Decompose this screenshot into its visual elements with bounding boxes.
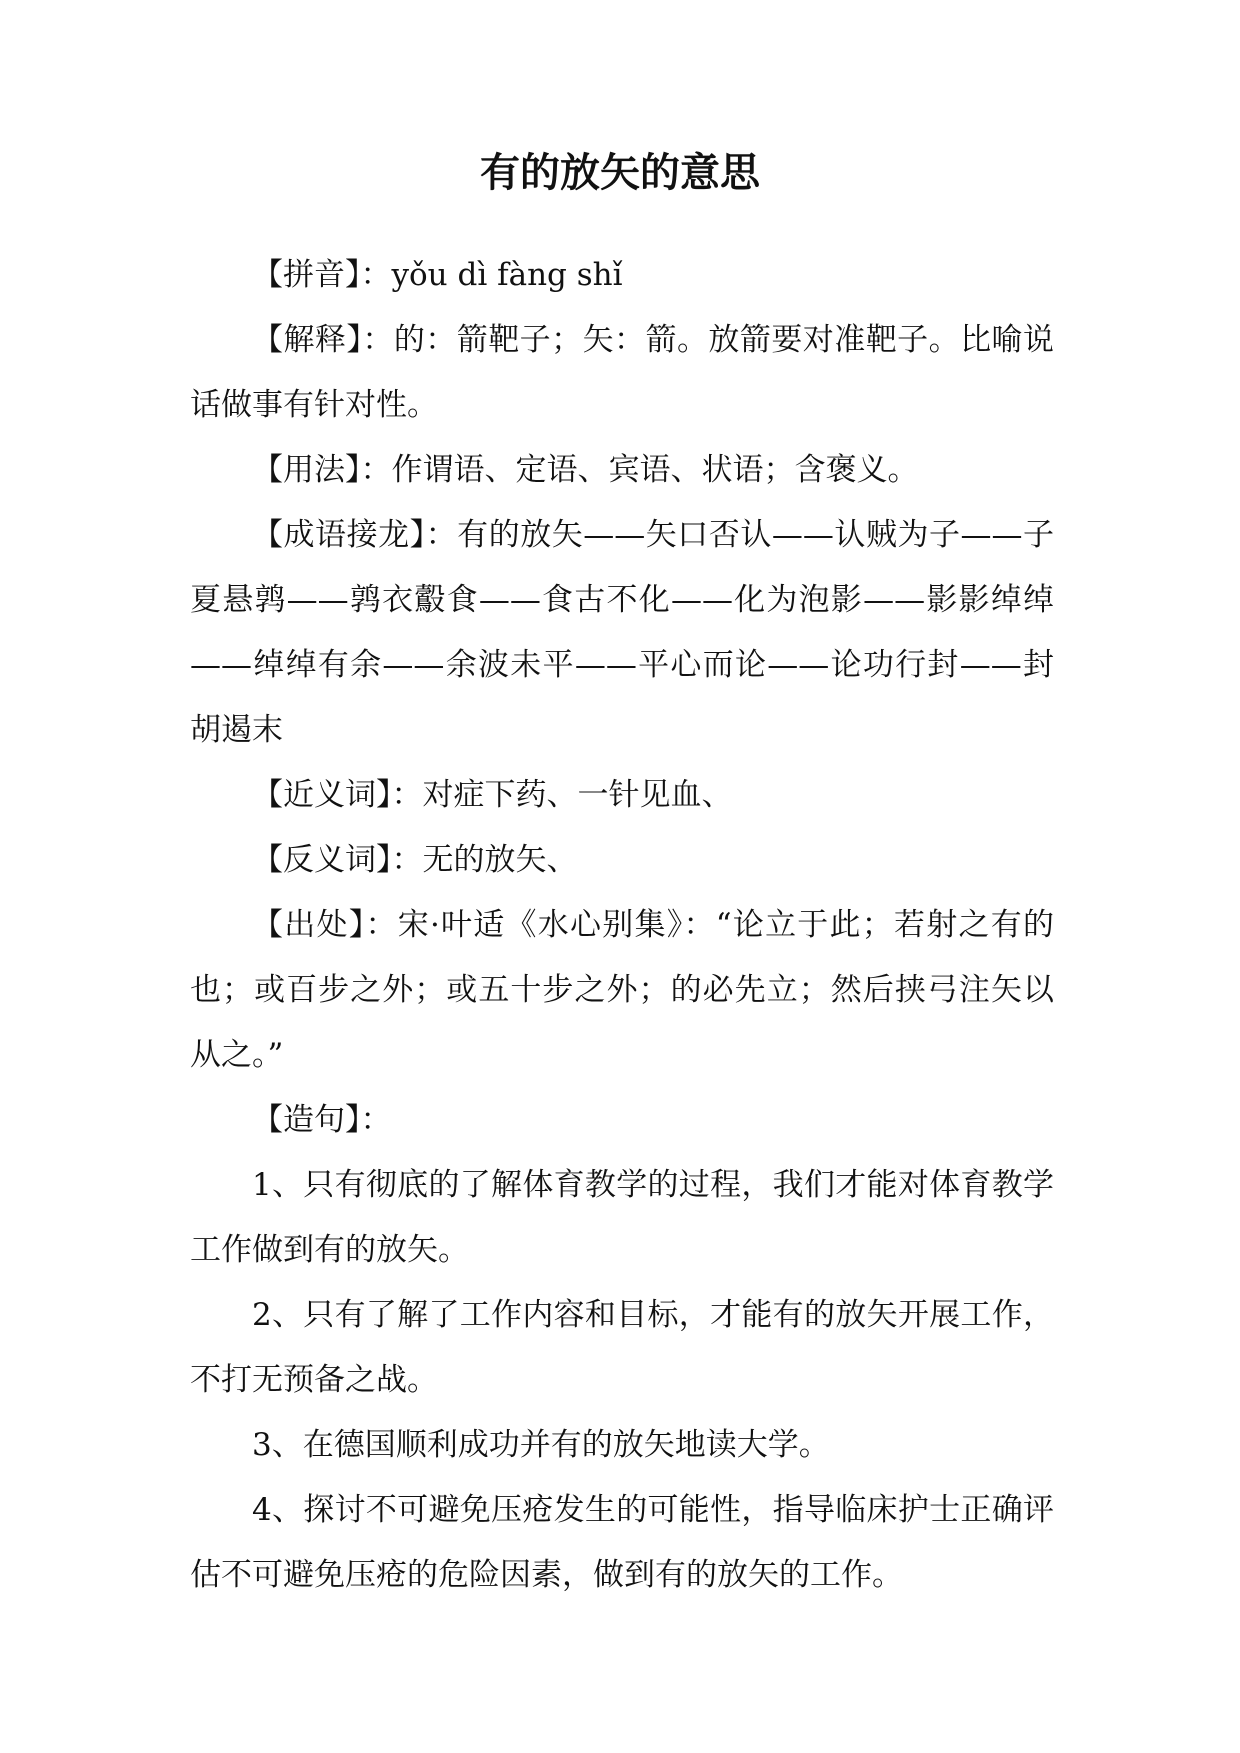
idiom-chain-entry bbox=[190, 503, 1054, 763]
synonyms-label: 【近义词】： bbox=[252, 777, 423, 813]
explanation-entry bbox=[190, 308, 1054, 438]
source-entry bbox=[190, 893, 1054, 1088]
antonyms-entry bbox=[190, 828, 1054, 893]
synonyms-entry bbox=[190, 763, 1054, 828]
example-sentence: 3、在德国顺利成功并有的放矢地读大学。 bbox=[252, 1427, 830, 1463]
pinyin-entry bbox=[190, 243, 1054, 308]
example-sentence: 1、只有彻底的了解体育教学的过程，我们才能对体育教学工作做到有的放矢。 bbox=[190, 1167, 1054, 1268]
example-sentence: 4、探讨不可避免压疮发生的可能性，指导临床护士正确评估不可避免压疮的危险因素，做到有的放矢的工作。 bbox=[190, 1492, 1054, 1593]
antonyms-text: 无的放矢、 bbox=[422, 842, 578, 878]
synonyms-text: 对症下药、一针见血、 bbox=[422, 777, 733, 813]
explanation-text: 的：箭靶子；矢：箭。放箭要对准靶子。比喻说话做事有针对性。 bbox=[190, 322, 1055, 423]
examples-entry bbox=[190, 1088, 1054, 1153]
pinyin-label: 【拼音】： bbox=[252, 257, 392, 293]
usage-entry bbox=[190, 438, 1054, 503]
idiom-chain-label: 【成语接龙】： bbox=[252, 517, 458, 553]
example-sentence: 2、只有了解了工作内容和目标，才能有的放矢开展工作，不打无预备之战。 bbox=[190, 1297, 1054, 1398]
source-label: 【出处】： bbox=[252, 907, 398, 943]
source-text: 宋·叶适《水心别集》：“论立于此；若射之有的也；或百步之外；或五十步之外；的必先立；然后挟弓注矢以从之。” bbox=[190, 907, 1055, 1073]
explanation-label: 【解释】： bbox=[252, 322, 394, 358]
usage-text: 作谓语、定语、宾语、状语；含褒义。 bbox=[391, 452, 919, 488]
pinyin-text: yǒu dì fàng shǐ bbox=[391, 257, 623, 293]
page-title: 有的放矢的意思 bbox=[480, 150, 760, 196]
document-body bbox=[190, 243, 1054, 1608]
antonyms-label: 【反义词】： bbox=[252, 842, 423, 878]
examples-label: 【造句】： bbox=[252, 1102, 392, 1138]
usage-label: 【用法】： bbox=[252, 452, 392, 488]
idiom-chain-text: 有的放矢——矢口否认——认贼为子——子夏悬鹑——鹑衣鷇食——食古不化——化为泡影——影影绰绰——绰绰有余——余波未平——平心而论——论功行封——封胡遏末 bbox=[190, 517, 1055, 748]
